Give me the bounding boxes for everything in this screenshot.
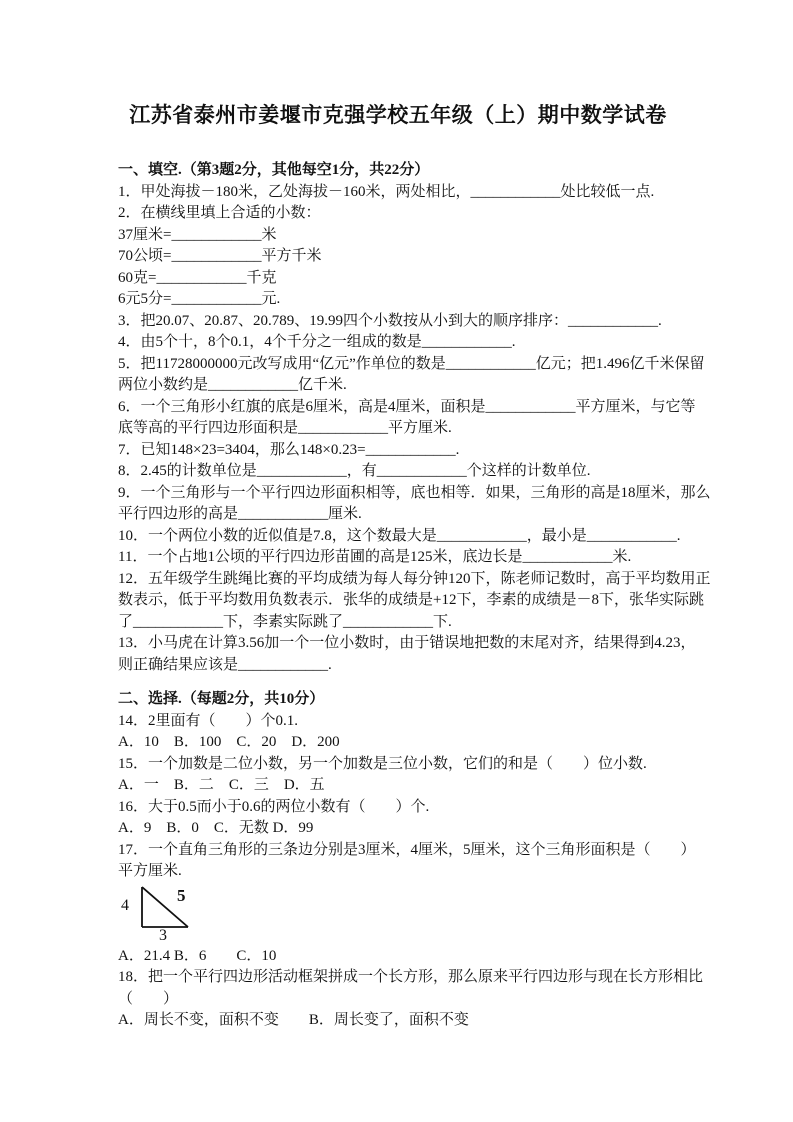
q18-options: A．周长不变，面积不变 B．周长变了，面积不变 <box>118 1012 469 1028</box>
q9-line-1: 9．一个三角形与一个平行四边形面积相等，底也相等．如果，三角形的高是18厘米，那么 <box>118 484 711 501</box>
q12-line-2: 数表示，低于平均数用负数表示．张华的成绩是+12下，李素的成绩是－8下，张华实际跳 <box>118 592 704 608</box>
q2-item-yuan: 6元5分=____________元. <box>118 291 281 307</box>
q17-options: A．21.4 B．6 C．10 <box>118 947 277 964</box>
q5-line-2: 两位小数约是____________亿千米. <box>118 377 347 393</box>
q15-options: A．一 B．二 C．三 D．五 <box>118 777 325 793</box>
q6-line-2: 底等高的平行四边形面积是____________平方厘米. <box>118 420 452 436</box>
q16-line: 16．大于0.5而小于0.6的两位小数有（ ）个. <box>118 798 430 815</box>
q17-line-2: 平方厘米. <box>118 863 182 879</box>
q2-item-centimeter: 37厘米=____________米 <box>118 226 277 243</box>
q17-line-1: 17．一个直角三角形的三条边分别是3厘米，4厘米，5厘米，这个三角形面积是（ ） <box>118 841 696 858</box>
q9-line-2: 平行四边形的高是____________厘米. <box>118 506 362 522</box>
q11-line: 11．一个占地1公顷的平行四边形苗圃的高是125米，底边长是____________米. <box>118 549 632 565</box>
triangle-hypotenuse-label: 5 <box>177 885 186 905</box>
q13-line-1: 13．小马虎在计算3.56加一个一位小数时，由于错误地把数的末尾对齐，结果得到4.23， <box>118 635 696 651</box>
q13-line-2: 则正确结果应该是____________. <box>118 656 332 673</box>
triangle-left-side-label: 4 <box>121 896 129 914</box>
q3-line: 3．把20.07、20.87、20.789、19.99四个小数按从小到大的顺序排序：____________. <box>118 312 662 329</box>
triangle-base-label: 3 <box>159 926 167 944</box>
q2-intro-line: 2．在横线里填上合适的小数： <box>118 205 321 221</box>
section-fill-in-heading: 一、填空.（第3题2分，其他每空1分，共22分） <box>118 162 430 178</box>
q15-line: 15．一个加数是二位小数，另一个加数是三位小数，它们的和是（ ）位小数. <box>118 755 647 772</box>
exam-title: 江苏省泰州市姜堰市克强学校五年级（上）期中数学试卷 <box>129 103 667 127</box>
q8-line: 8．2.45的计数单位是____________，有____________个这样的计数单位. <box>118 463 591 479</box>
q18-line-1: 18．把一个平行四边形活动框架拼成一个长方形，那么原来平行四边形与现在长方形相比 <box>118 969 704 985</box>
q6-line-1: 6．一个三角形小红旗的底是6厘米，高是4厘米，面积是____________平方厘米，与它等 <box>118 398 696 415</box>
q1-line: 1．甲处海拔－180米，乙处海拔－160米，两处相比，____________处比较低一点. <box>118 183 655 200</box>
q14-line: 14．2里面有（ ）个0.1. <box>118 712 299 729</box>
q5-line-1: 5．把11728000000元改写成用“亿元”作单位的数是____________亿元；把1.496亿千米保留 <box>118 355 705 372</box>
q16-options: A．9 B．0 C．无数 D．99 <box>118 820 314 836</box>
q14-options: A．10 B．100 C．20 D．200 <box>118 734 340 750</box>
q12-line-1: 12．五年级学生跳绳比赛的平均成绩为每人每分钟120下，陈老师记数时，高于平均数用正 <box>118 570 711 587</box>
right-triangle-figure <box>118 884 258 946</box>
q2-item-gram: 60克=____________千克 <box>118 269 277 286</box>
triangle-diagram <box>118 884 258 946</box>
q12-line-3: 了____________下，李素实际跳了____________下. <box>118 613 452 630</box>
q18-line-2: （ ） <box>118 990 179 1007</box>
q10-line: 10．一个两位小数的近似值是7.8，这个数最大是____________，最小是____________. <box>118 527 681 544</box>
q2-item-hectare: 70公顷=____________平方千米 <box>118 248 322 264</box>
q7-line: 7．已知148×23=3404，那么148×0.23=____________. <box>118 441 460 458</box>
q4-line: 4．由5个十，8个0.1，4个千分之一组成的数是____________. <box>118 334 516 350</box>
section-choice-heading: 二、选择.（每题2分，共10分） <box>118 691 325 707</box>
